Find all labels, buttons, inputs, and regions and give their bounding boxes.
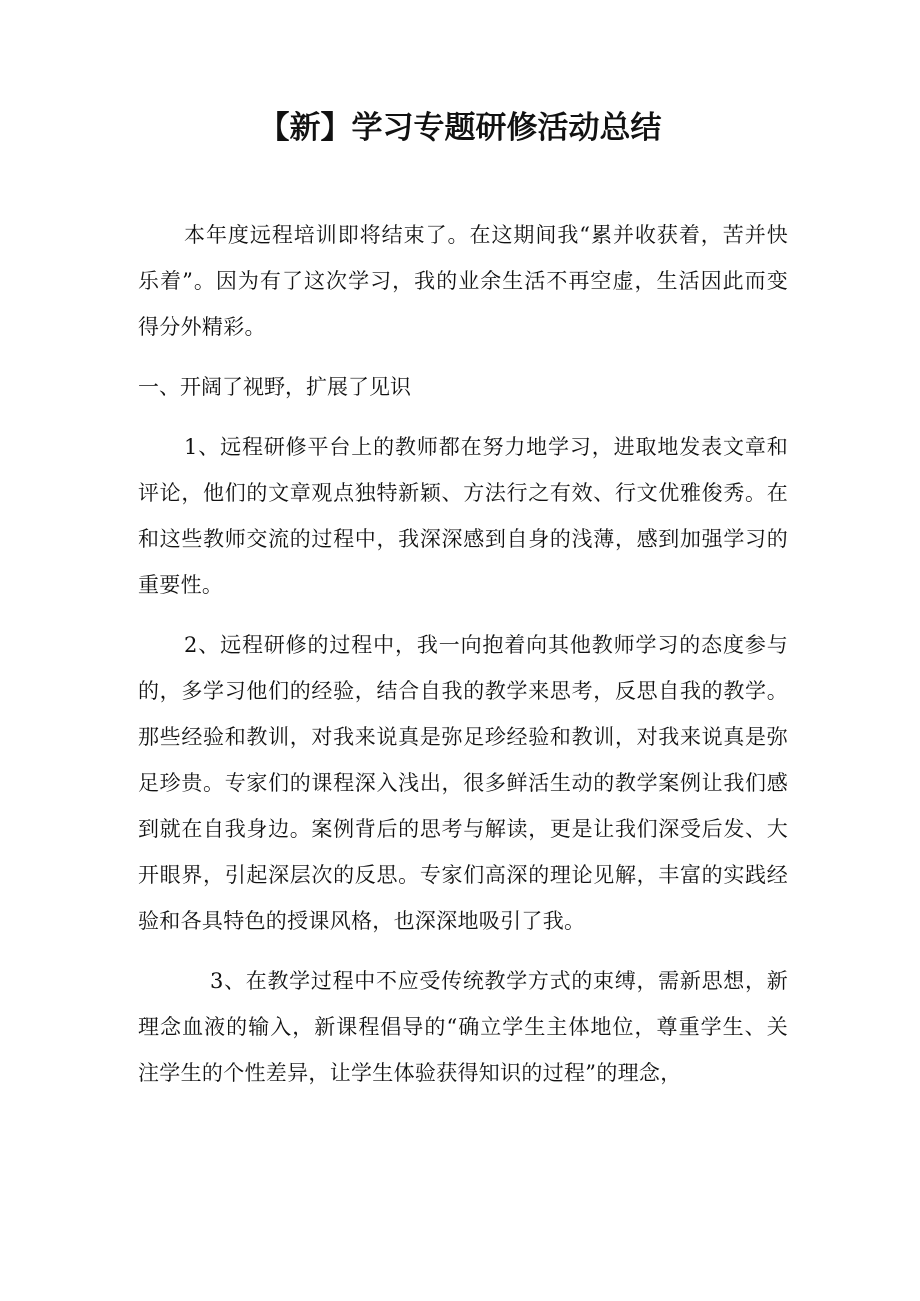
item-paragraph-2: 2、远程研修的过程中，我一向抱着向其他教师学习的态度参与的，多学习他们的经验，结合自我的教学来思考，反思自我的教学。那些经验和教训，对我来说真是弥足珍经验和教训，对我来说真是弥足珍贵。专家们的课程深入浅出，很多鲜活生动的教学案例让我们感到就在自我身边。案例背后的思考与解读，更是让我们深受后发、大开眼界，引起深层次的反思。专家们高深的理论见解，丰富的实践经验和各具特色的授课风格，也深深地吸引了我。: [138, 633, 788, 933]
intro-paragraph: 本年度远程培训即将结束了。在这期间我“累并收获着，苦并快乐着”。因为有了这次学习，我的业余生活不再空虚，生活因此而变得分外精彩。: [138, 223, 788, 339]
item-paragraph-3: 3、在教学过程中不应受传统教学方式的束缚，需新思想，新理念血液的输入，新课程倡导的“确立学生主体地位，尊重学生、关注学生的个性差异，让学生体验获得知识的过程”的理念，: [138, 969, 788, 1085]
document-body: [138, 212, 788, 1110]
document-title: 【新】学习专题研修活动总结: [258, 110, 662, 146]
section-heading-1: 一、开阔了视野，扩展了见识: [138, 375, 411, 399]
item-paragraph-1: 1、远程研修平台上的教师都在努力地学习，进取地发表文章和评论，他们的文章观点独特新颖、方法行之有效、行文优雅俊秀。在和这些教师交流的过程中，我深深感到自身的浅薄，感到加强学习的重要性。: [138, 435, 788, 597]
